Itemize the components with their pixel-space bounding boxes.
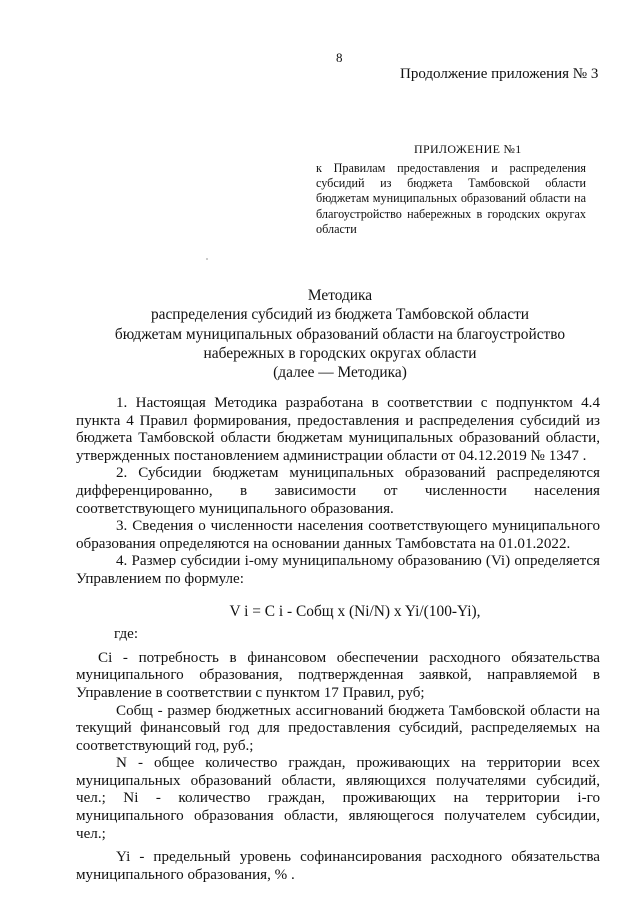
definition-ci: Ci - потребность в финансовом обеспечении расходного обязательства муниципального образования, подтвержденная заявкой, направляемой в Управление в соответствии с пунктом 17 Правил, руб; <box>76 649 600 701</box>
formula: V i = C i - Cобщ x (Ni/N) x Yi/(100-Yi), <box>229 602 481 620</box>
title-line: бюджетам муниципальных образований области на благоустройство <box>114 325 566 343</box>
title-line: распределения субсидий из бюджета Тамбовской области <box>150 306 530 324</box>
document-title <box>60 286 620 382</box>
page-number: 8 <box>336 50 343 65</box>
title-line: (далее — Методика) <box>273 364 407 382</box>
title-line: набережных в городских округах области <box>203 344 477 362</box>
definition-n-ni: N - общее количество граждан, проживающих на территории всех муниципальных образований области, являющихся получателями субсидий, чел.; Ni - количество граждан, проживающих на территории i-го муниципального образования области, являющегося получателем субсидии, чел.; <box>76 755 600 842</box>
document-body <box>76 395 600 884</box>
definition-cobsh: Cобщ - размер бюджетных ассигнований бюджета Тамбовской области на текущий финансовый год для предоставления субсидий, распределяемых на соответствующий год, руб.; <box>76 702 600 754</box>
definition-yi: Yi - предельный уровень софинансирования расходного обязательства муниципального образования, % . <box>76 849 600 883</box>
paragraph-1: 1. Настоящая Методика разработана в соответствии с подпунктом 4.4 пункта 4 Правил формирования, предоставления и распределения субсидий из бюджета Тамбовской области бюджетам муниципальных образований области, утвержденных постановлением администрации области от 04.12.2019 № 1347 . <box>76 395 600 464</box>
where-label: где: <box>114 626 139 643</box>
scan-speck <box>206 258 208 260</box>
appendix-reference: к Правилам предоставления и распределения субсидий из бюджета Тамбовской области бюджетам муниципальных образований области на благоустройство набережных в городских округах области <box>316 161 586 236</box>
paragraph-4: 4. Размер субсидии i-ому муниципальному образованию (Vi) определяется Управлением по формуле: <box>76 553 600 587</box>
paragraph-3: 3. Сведения о численности населения соответствующего муниципального образования определяются на основании данных Тамбовстата на 01.01.2022. <box>76 518 600 552</box>
title-line: Методика <box>307 287 373 304</box>
continuation-header: Продолжение приложения № 3 <box>400 66 599 82</box>
paragraph-2: 2. Субсидии бюджетам муниципальных образований распределяются дифференцированно, в зависимости от численности населения соответствующего муниципального образования. <box>76 465 600 517</box>
appendix-label: ПРИЛОЖЕНИЕ №1 <box>414 142 522 156</box>
